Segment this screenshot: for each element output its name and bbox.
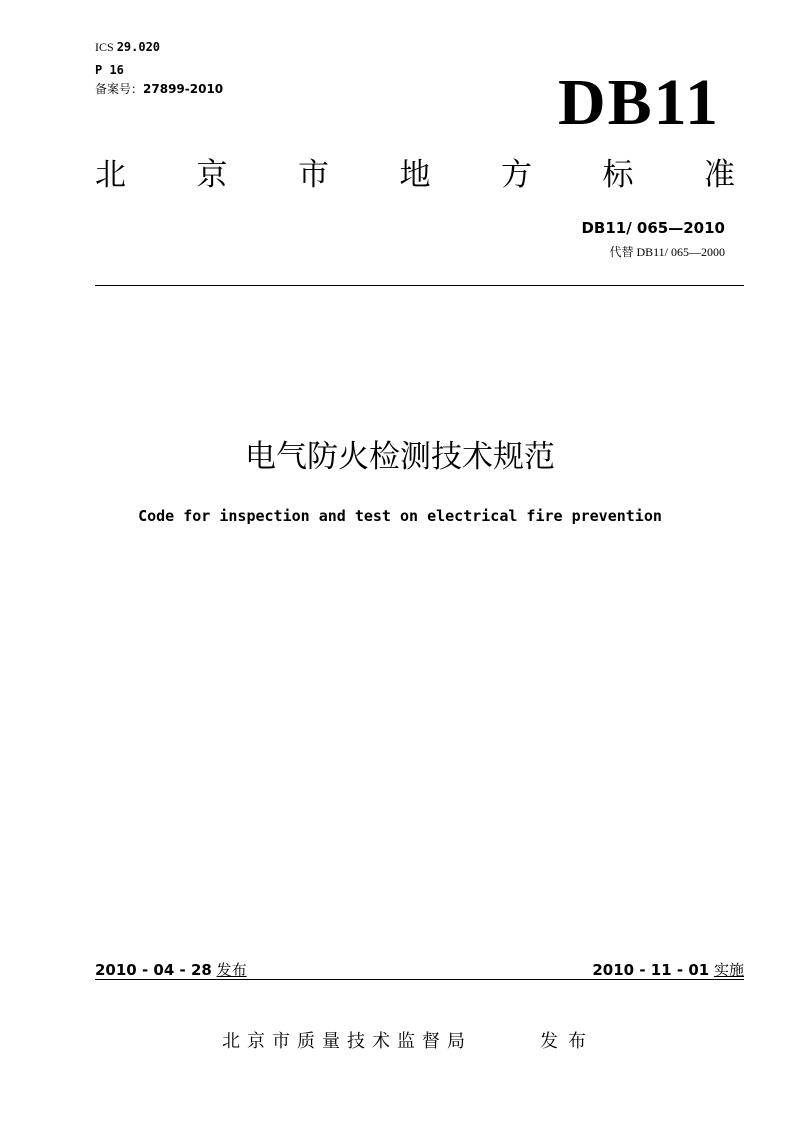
standard-type-char: 标 bbox=[602, 157, 634, 193]
standard-type-char: 方 bbox=[501, 157, 532, 193]
implement-word: 实施 bbox=[713, 961, 744, 979]
document-title-en: Code for inspection and test on electrical fire prevention bbox=[138, 507, 662, 525]
record-line bbox=[95, 82, 223, 97]
record-label: 备案号： bbox=[95, 82, 144, 96]
issuer-name: 北京市质量技术监督局 bbox=[222, 1031, 472, 1052]
ics-line bbox=[95, 40, 160, 55]
ics-label: ICS bbox=[95, 40, 114, 54]
implement-date-line bbox=[592, 961, 744, 979]
standard-type-char: 准 bbox=[704, 157, 735, 193]
db-logo: DB11 bbox=[557, 66, 720, 139]
ics-value: 29.020 bbox=[116, 40, 161, 54]
standard-type-title bbox=[95, 155, 735, 195]
ccs-line bbox=[95, 63, 124, 78]
standard-type-char: 地 bbox=[399, 157, 431, 193]
standard-code: DB11/ 065—2010 bbox=[581, 219, 725, 237]
bottom-divider bbox=[95, 979, 744, 980]
replaces-code: 代替 DB11/ 065—2000 bbox=[609, 245, 725, 259]
release-date-line bbox=[95, 961, 247, 979]
release-date: 2010 - 04 - 28 bbox=[95, 961, 212, 979]
record-value: 27899-2010 bbox=[143, 82, 224, 96]
issuer-action: 发布 bbox=[540, 1031, 596, 1052]
standard-type-char: 北 bbox=[95, 157, 126, 193]
standard-type-char: 市 bbox=[298, 157, 329, 193]
implement-date: 2010 - 11 - 01 bbox=[592, 961, 710, 979]
ccs-value: P 16 bbox=[95, 63, 124, 77]
standard-type-char: 京 bbox=[196, 157, 228, 193]
document-title-cn: 电气防火检测技术规范 bbox=[245, 439, 555, 475]
release-word: 发布 bbox=[216, 961, 247, 979]
top-divider bbox=[95, 285, 744, 286]
